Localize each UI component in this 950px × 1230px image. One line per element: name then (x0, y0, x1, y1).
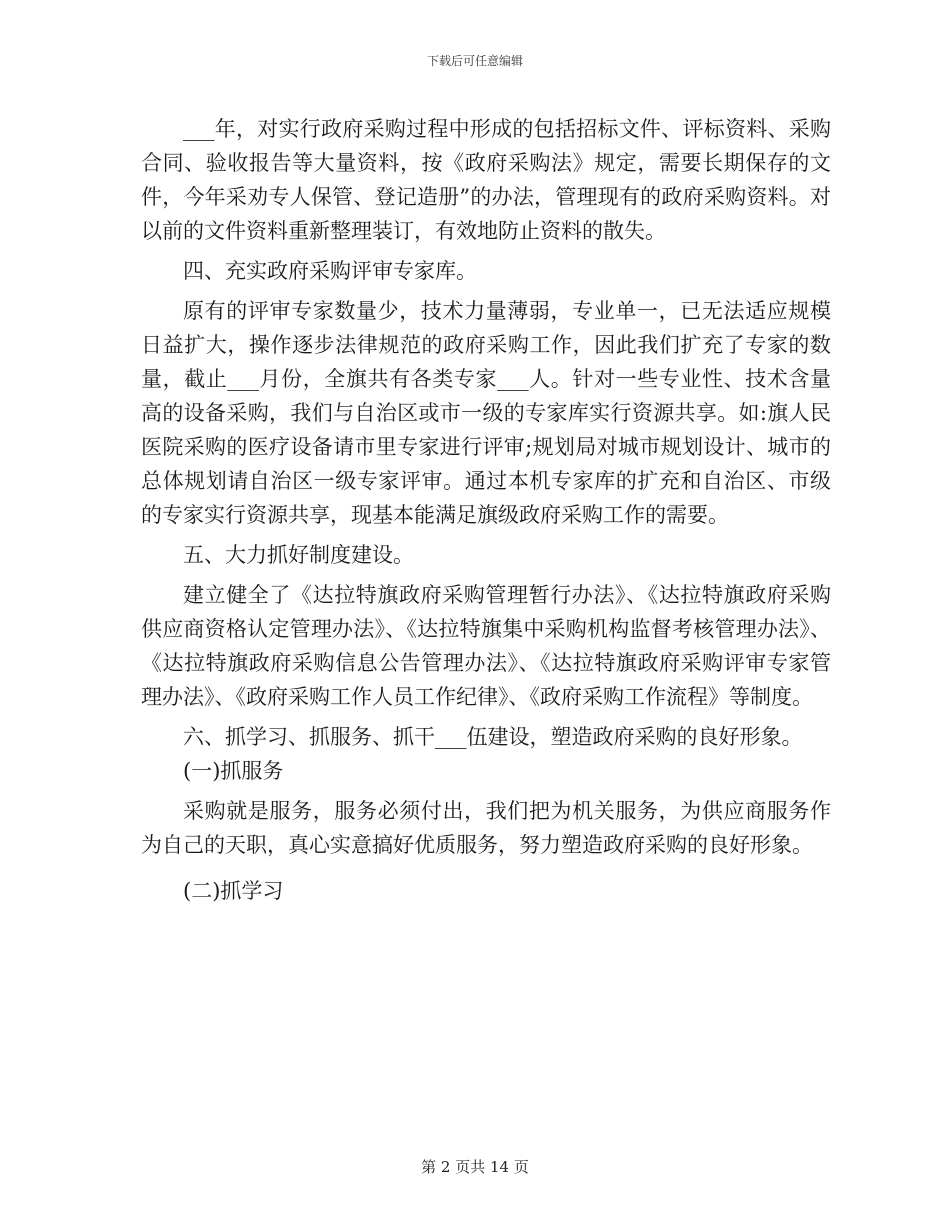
document-body (141, 112, 831, 908)
paragraph-service: 采购就是服务，服务必须付出，我们把为机关服务，为供应商服务作为自己的天职，真心实意搞好优质服务，努力塑造政府采购的良好形象。 (141, 799, 831, 857)
page-number: 第 2 页共 14 页 (421, 1158, 529, 1176)
paragraph-experts: 原有的评审专家数量少，技术力量薄弱，专业单一，已无法适应规模日益扩大，操作逐步法律规范的政府采购工作，因此我们扩充了专家的数量，截止___月份，全旗共有各类专家___人。针对一些专业性、技术含量高的设备采购，我们与自治区或市一级的专家库实行资源共享。如:旗人民医院采购的医疗设备请市里专家进行评审;规划局对城市规划设计、城市的总体规划请自治区一级专家评审。通过本机专家库的扩充和自治区、市级的专家实行资源共享，现基本能满足旗级政府采购工作的需要。 (141, 299, 831, 527)
paragraph-archive: ___年，对实行政府采购过程中形成的包括招标文件、评标资料、采购合同、验收报告等大量资料，按《政府采购法》规定，需要长期保存的文件，今年采劝专人保管、登记造册”的办法，管理现有的政府采购资料。对以前的文件资料重新整理装订，有效地防止资料的散失。 (141, 117, 831, 243)
section-heading-6: 六、抓学习、抓服务、抓干___伍建设，塑造政府采购的良好形象。 (183, 725, 803, 749)
section-heading-5: 五、大力抓好制度建设。 (183, 543, 414, 567)
page-header-note: 下载后可任意编辑 (426, 54, 523, 68)
paragraph-regulations: 建立健全了《达拉特旗政府采购管理暂行办法》、《达拉特旗政府采购供应商资格认定管理办法》、《达拉特旗集中采购机构监督考核管理办法》、《达拉特旗政府采购信息公告管理办法》、《达拉特旗政府采购评审专家管理办法》、《政府采购工作人员工作纪律》、《政府采购工作流程》等制度。 (141, 583, 831, 709)
subsection-heading-study: (二)抓学习 (183, 879, 284, 903)
section-heading-4: 四、充实政府采购评审专家库。 (183, 259, 477, 283)
subsection-heading-service: (一)抓服务 (183, 759, 284, 783)
